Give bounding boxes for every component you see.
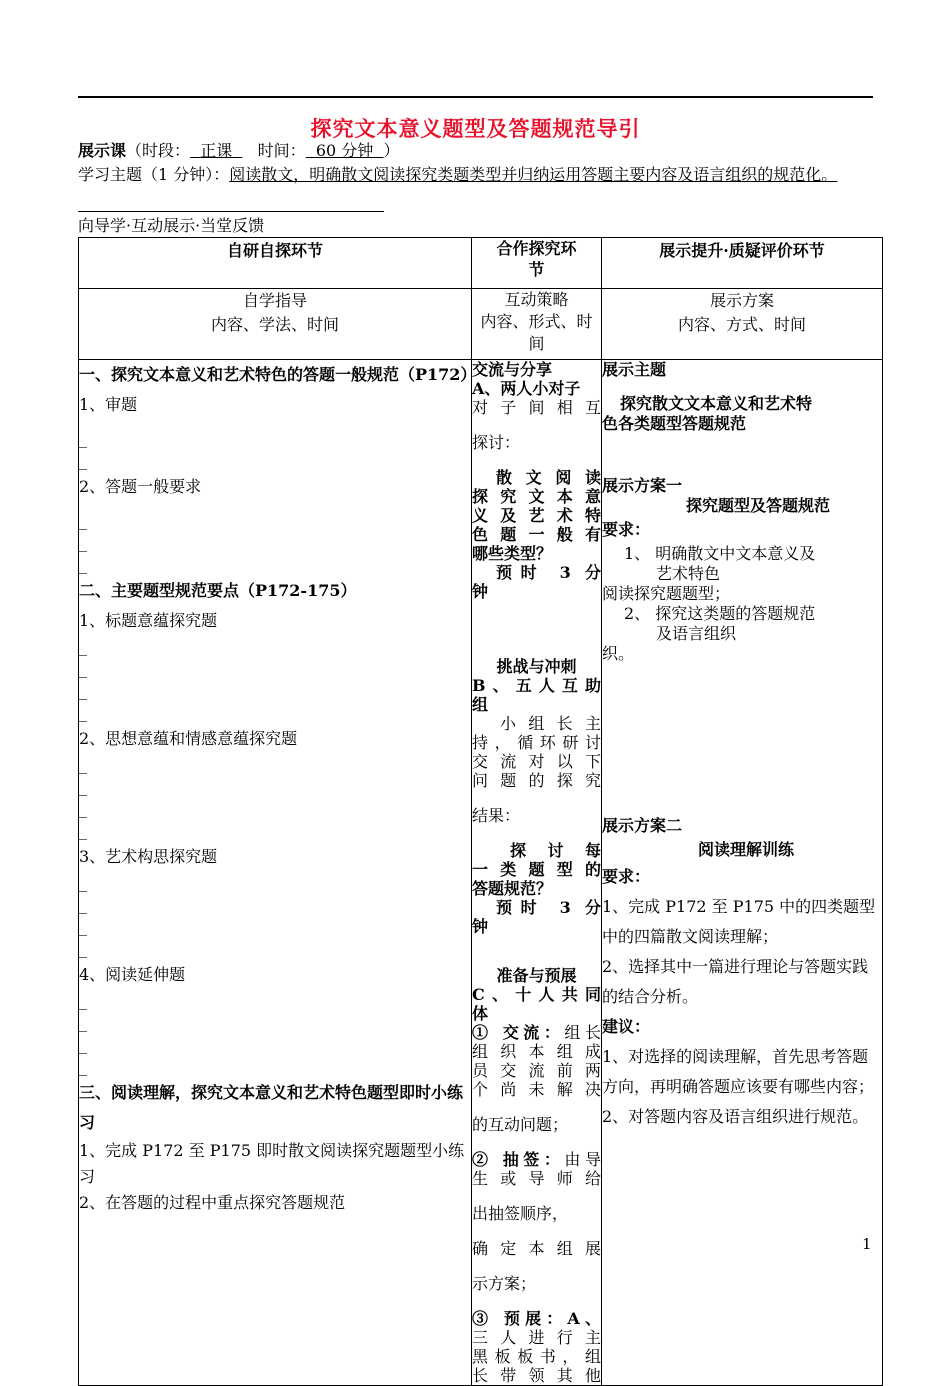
section-2-item-1: 1、标题意蕴探究题 [79, 611, 218, 630]
activity-b-desc: 小组长主 [500, 714, 601, 733]
subheader-presentation: 展示方案 内容、方式、时间 [602, 289, 883, 360]
activity-b-question: 答题规范？ [472, 879, 553, 898]
blank-line: _ [79, 637, 87, 656]
blank-line: _ [79, 659, 87, 678]
plan-1-requirement: 织。 [602, 644, 635, 663]
blank-line: _ [79, 755, 87, 774]
section-2-item-4: 4、阅读延伸题 [79, 965, 186, 984]
activity-b-desc: 持，循环研讨 [472, 733, 601, 752]
blank-line: _ [79, 555, 87, 574]
plan-1-requirement: 阅读探究题题型； [602, 584, 731, 603]
period-value: 正课 [200, 141, 233, 160]
content-row [79, 360, 883, 1386]
plan-1-requirement: 2、 探究这类题的答题规范 [624, 604, 816, 623]
activity-c-step-2: 示方案； [472, 1274, 537, 1293]
activity-a-desc: 探讨： [472, 433, 521, 452]
activity-a-question: 色题一般有 [472, 525, 601, 544]
blank-line: _ [79, 681, 87, 700]
topic-underline [78, 211, 384, 212]
activity-c-group: 体 [472, 1004, 489, 1023]
activity-b-desc: 交流对以下 [472, 752, 601, 771]
blank-line: _ [79, 511, 87, 530]
activity-a-desc: 对子间相互 [472, 398, 601, 417]
header-self-study: 自研自探环节 [79, 238, 472, 289]
blank-line: _ [79, 703, 87, 722]
activity-c-step-1: ① 交流：组长 [472, 1023, 601, 1042]
header-cooperation: 合作探究环 节 [472, 238, 602, 289]
activity-b-title: 挑战与冲刺 [496, 657, 577, 676]
activity-a-group: A、两人小对子 [472, 379, 581, 398]
blank-line: _ [79, 917, 87, 936]
activity-b-desc: 问题的探究 [472, 771, 601, 790]
theme-label: 展示主题 [602, 360, 667, 379]
blank-line: _ [79, 1057, 87, 1076]
blank-line: _ [79, 777, 87, 796]
plan-1-requirement: 及语言组织 [656, 624, 737, 643]
activity-c-step-1: 个尚未解决 [472, 1080, 601, 1099]
blank-line: _ [79, 1013, 87, 1032]
plan-2-title: 阅读理解训练 [698, 840, 795, 859]
learning-topic [78, 162, 874, 188]
theme-text: 色各类题型答题规范 [602, 414, 747, 433]
section-1-title: 一、探究文本意义和艺术特色的答题一般规范（P172） [79, 365, 477, 384]
section-2-item-2: 2、思想意蕴和情感意蕴探究题 [79, 729, 298, 748]
section-3-title: 三、阅读理解，探究文本意义和艺术特色题型即时小练习 [79, 1083, 464, 1132]
plan-2-requirements-label: 要求： [602, 867, 651, 886]
section-2-item-3: 3、艺术构思探究题 [79, 847, 218, 866]
activity-b-desc: 结果： [472, 806, 521, 825]
blank-line: _ [79, 451, 87, 470]
page-title: 探究文本意义题型及答题规范导引 [310, 116, 641, 141]
section-1-item-2: 2、答题一般要求 [79, 477, 202, 496]
subheader-row [79, 289, 883, 360]
activity-c-group: C、十人共同 [472, 985, 601, 1004]
activity-a-question: 散文阅读 [496, 468, 601, 487]
time-value: 60 分钟 [315, 141, 374, 160]
close-paren: ） [383, 141, 400, 160]
activity-c-step-3: 三人进行主 [472, 1328, 601, 1347]
plan-2-suggestion: 2、对答题内容及语言组织进行规范。 [602, 1107, 869, 1126]
activity-c-step-2: 确定本组展 [472, 1239, 601, 1258]
blank-line: _ [79, 991, 87, 1010]
guide-text: 向导学·互动展示·当堂反馈 [78, 216, 265, 235]
activity-c-title: 准备与预展 [496, 966, 577, 985]
activity-c-step-1: 员交流前两 [472, 1061, 601, 1080]
cooperation-cell [472, 360, 602, 1386]
section-3-item-1: 1、完成 P172 至 P175 即时散文阅读探究题题型小练习 [79, 1141, 465, 1186]
period-prefix: （时段： [126, 141, 191, 160]
topic-prefix: 学习主题（1 分钟）： [78, 165, 230, 184]
activity-a-time: 预时 3 分 [496, 563, 601, 582]
blank-line: _ [79, 799, 87, 818]
activity-a-title: 交流与分享 [472, 360, 553, 379]
top-rule [78, 96, 873, 98]
blank-line: _ [79, 873, 87, 892]
plan-1-requirement: 艺术特色 [656, 564, 721, 583]
plan-2-requirement: 2、选择其中一篇进行理论与答题实践的结合分析。 [602, 957, 869, 1006]
activity-a-time: 钟 [472, 582, 489, 601]
blank-line: _ [79, 939, 87, 958]
activity-a-question: 探究文本意 [472, 487, 601, 506]
lesson-table [78, 237, 883, 1386]
activity-b-question: 探讨每 [510, 841, 601, 860]
activity-c-step-3: 黑板板书，组 [472, 1347, 601, 1366]
activity-c-step-1: 的互动问题； [472, 1115, 569, 1134]
section-2-title: 二、主要题型规范要点（P172-175） [79, 581, 357, 600]
blank-line: _ [79, 895, 87, 914]
section-3-item-2: 2、在答题的过程中重点探究答题规范 [79, 1193, 346, 1212]
header-row [79, 238, 883, 289]
blank-line: _ [79, 1035, 87, 1054]
activity-a-question: 义及艺术特 [472, 506, 601, 525]
theme-text: 探究散文文本意义和艺术特 [620, 394, 813, 413]
section-1-item-1: 1、审题 [79, 395, 138, 414]
activity-c-step-2: 出抽签顺序， [472, 1204, 569, 1223]
page-number: 1 [862, 1235, 872, 1253]
activity-c-step-2: 生或导师给 [472, 1169, 601, 1188]
activity-c-step-1: 组织本组成 [472, 1042, 601, 1061]
plan-1-title: 探究题型及答题规范 [686, 496, 831, 515]
self-study-cell [79, 360, 477, 1386]
activity-b-time: 预时 3 分 [496, 898, 601, 917]
plan-1-requirements-label: 要求： [602, 520, 651, 539]
blank-line: _ [79, 821, 87, 840]
topic-content: 阅读散文，明确散文阅读探究类题类型并归纳运用答题主要内容及语言组织的规范化。 [229, 165, 838, 184]
course-info [78, 140, 399, 162]
subheader-self-study: 自学指导 内容、学法、时间 [79, 289, 472, 360]
blank-line: _ [79, 429, 87, 448]
header-presentation: 展示提升·质疑评价环节 [602, 238, 883, 289]
plan-1-requirement: 1、 明确散文中文本意义及 [624, 544, 816, 563]
time-prefix: 时间： [257, 141, 306, 160]
activity-c-step-3: ③ 预展：A、 [472, 1309, 601, 1328]
course-label: 展示课 [78, 141, 127, 160]
activity-b-group: 组 [472, 695, 489, 714]
activity-b-group: B、五人互助 [472, 676, 601, 695]
plan-1-label: 展示方案一 [602, 476, 683, 495]
activity-a-question: 哪些类型？ [472, 544, 553, 563]
plan-2-suggestion: 1、对选择的阅读理解，首先思考答题方向，再明确答题应该要有哪些内容； [602, 1047, 875, 1096]
activity-b-time: 钟 [472, 917, 489, 936]
activity-c-step-3: 长带领其他 [472, 1366, 601, 1385]
presentation-cell [602, 360, 883, 1386]
activity-b-question: 一类题型的 [472, 860, 601, 879]
plan-2-label: 展示方案二 [602, 816, 683, 835]
subheader-cooperation: 互动策略 内容、形式、时 间 [472, 289, 602, 360]
plan-2-suggestions-label: 建议： [602, 1017, 651, 1036]
plan-2-requirement: 1、完成 P172 至 P175 中的四类题型中的四篇散文阅读理解； [602, 897, 876, 946]
activity-c-step-2: ② 抽签：由导 [472, 1150, 601, 1169]
blank-line: _ [79, 533, 87, 552]
